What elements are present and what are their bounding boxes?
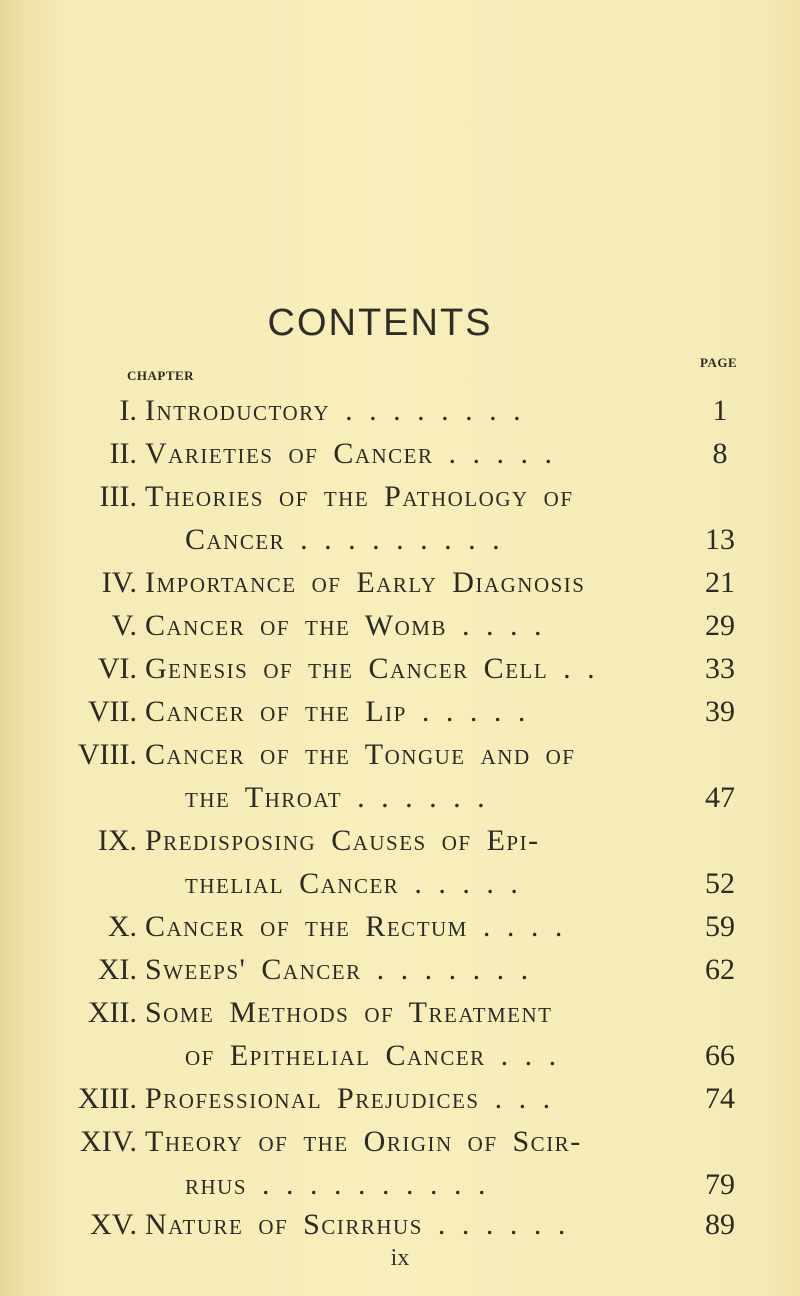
toc-row <box>0 1079 800 1119</box>
page-number: 79 <box>705 1168 735 1201</box>
chapter-number: IX. <box>97 824 137 857</box>
chapter-number: XIV. <box>80 1125 137 1158</box>
page-number: 74 <box>705 1082 735 1115</box>
chapter-title: Some Methods of Treatment <box>145 996 553 1029</box>
chapter-number: IV. <box>101 566 137 599</box>
chapter-number: VIII. <box>77 738 137 771</box>
toc-row <box>0 563 800 603</box>
page-number: 29 <box>705 609 735 642</box>
chapter-title: Introductory . . . . . . . . <box>145 394 523 427</box>
chapter-title: Varieties of Cancer . . . . . <box>145 437 554 470</box>
toc-row <box>0 477 800 517</box>
page-folio: ix <box>390 1245 410 1271</box>
chapter-number: VI. <box>97 652 137 685</box>
chapter-number: III. <box>99 480 137 513</box>
chapter-title: Cancer . . . . . . . . . <box>185 523 502 556</box>
page-title: CONTENTS <box>267 302 493 344</box>
toc-row <box>0 778 800 818</box>
page-number: 52 <box>705 867 735 900</box>
toc-row <box>0 1122 800 1162</box>
toc-row <box>0 1205 800 1245</box>
toc-row <box>0 649 800 689</box>
toc-row <box>0 434 800 474</box>
chapter-number: XIII. <box>77 1082 137 1115</box>
chapter-number: XV. <box>90 1208 137 1241</box>
page-number: 33 <box>705 652 735 685</box>
chapter-number: X. <box>107 910 137 943</box>
page-number: 39 <box>705 695 735 728</box>
page-column-label: PAGE <box>700 355 738 370</box>
toc-row <box>0 907 800 947</box>
chapter-title: of Epithelial Cancer . . . <box>185 1039 558 1072</box>
toc-row <box>0 391 800 431</box>
chapter-title: Cancer of the Tongue and of <box>145 738 576 771</box>
page-number: 8 <box>712 437 728 470</box>
chapter-title: Sweeps' Cancer . . . . . . . <box>145 953 530 986</box>
chapter-title: thelial Cancer . . . . . <box>185 867 520 900</box>
toc-row <box>0 1036 800 1076</box>
chapter-title: Theory of the Origin of Scir- <box>145 1125 582 1158</box>
chapter-title: Nature of Scirrhus . . . . . . <box>145 1208 567 1241</box>
chapter-title: Genesis of the Cancer Cell . . <box>145 652 597 685</box>
page-number: 47 <box>705 781 735 814</box>
toc-row <box>0 950 800 990</box>
page-number: 21 <box>705 566 735 599</box>
chapter-number: II. <box>109 437 137 470</box>
page-number: 66 <box>705 1039 735 1072</box>
page-number: 59 <box>705 910 735 943</box>
chapter-title: Cancer of the Lip . . . . . <box>145 695 527 728</box>
chapter-title: rhus . . . . . . . . . . <box>185 1168 488 1201</box>
chapter-title: Cancer of the Womb . . . . <box>145 609 543 642</box>
chapter-number: V. <box>111 609 137 642</box>
page-number: 62 <box>705 953 735 986</box>
chapter-title: Cancer of the Rectum . . . . <box>145 910 564 943</box>
toc-row <box>0 520 800 560</box>
page-number: 13 <box>705 523 735 556</box>
chapter-number: VII. <box>87 695 137 728</box>
chapter-number: XI. <box>97 953 137 986</box>
chapter-number: I. <box>119 394 137 427</box>
toc-row <box>0 692 800 732</box>
toc-row <box>0 864 800 904</box>
chapter-title: Importance of Early Diagnosis <box>145 566 586 599</box>
chapter-column-label: CHAPTER <box>127 368 195 383</box>
chapter-title: Predisposing Causes of Epi- <box>145 824 540 857</box>
toc-row <box>0 1165 800 1205</box>
chapter-number: XII. <box>87 996 137 1029</box>
toc-row <box>0 606 800 646</box>
toc-row <box>0 821 800 861</box>
page-number: 89 <box>705 1208 735 1241</box>
toc-row <box>0 993 800 1033</box>
page-number: 1 <box>712 394 728 427</box>
chapter-title: the Throat . . . . . . <box>185 781 487 814</box>
chapter-title: Theories of the Pathology of <box>145 480 574 513</box>
toc-row <box>0 735 800 775</box>
chapter-title: Professional Prejudices . . . <box>145 1082 552 1115</box>
